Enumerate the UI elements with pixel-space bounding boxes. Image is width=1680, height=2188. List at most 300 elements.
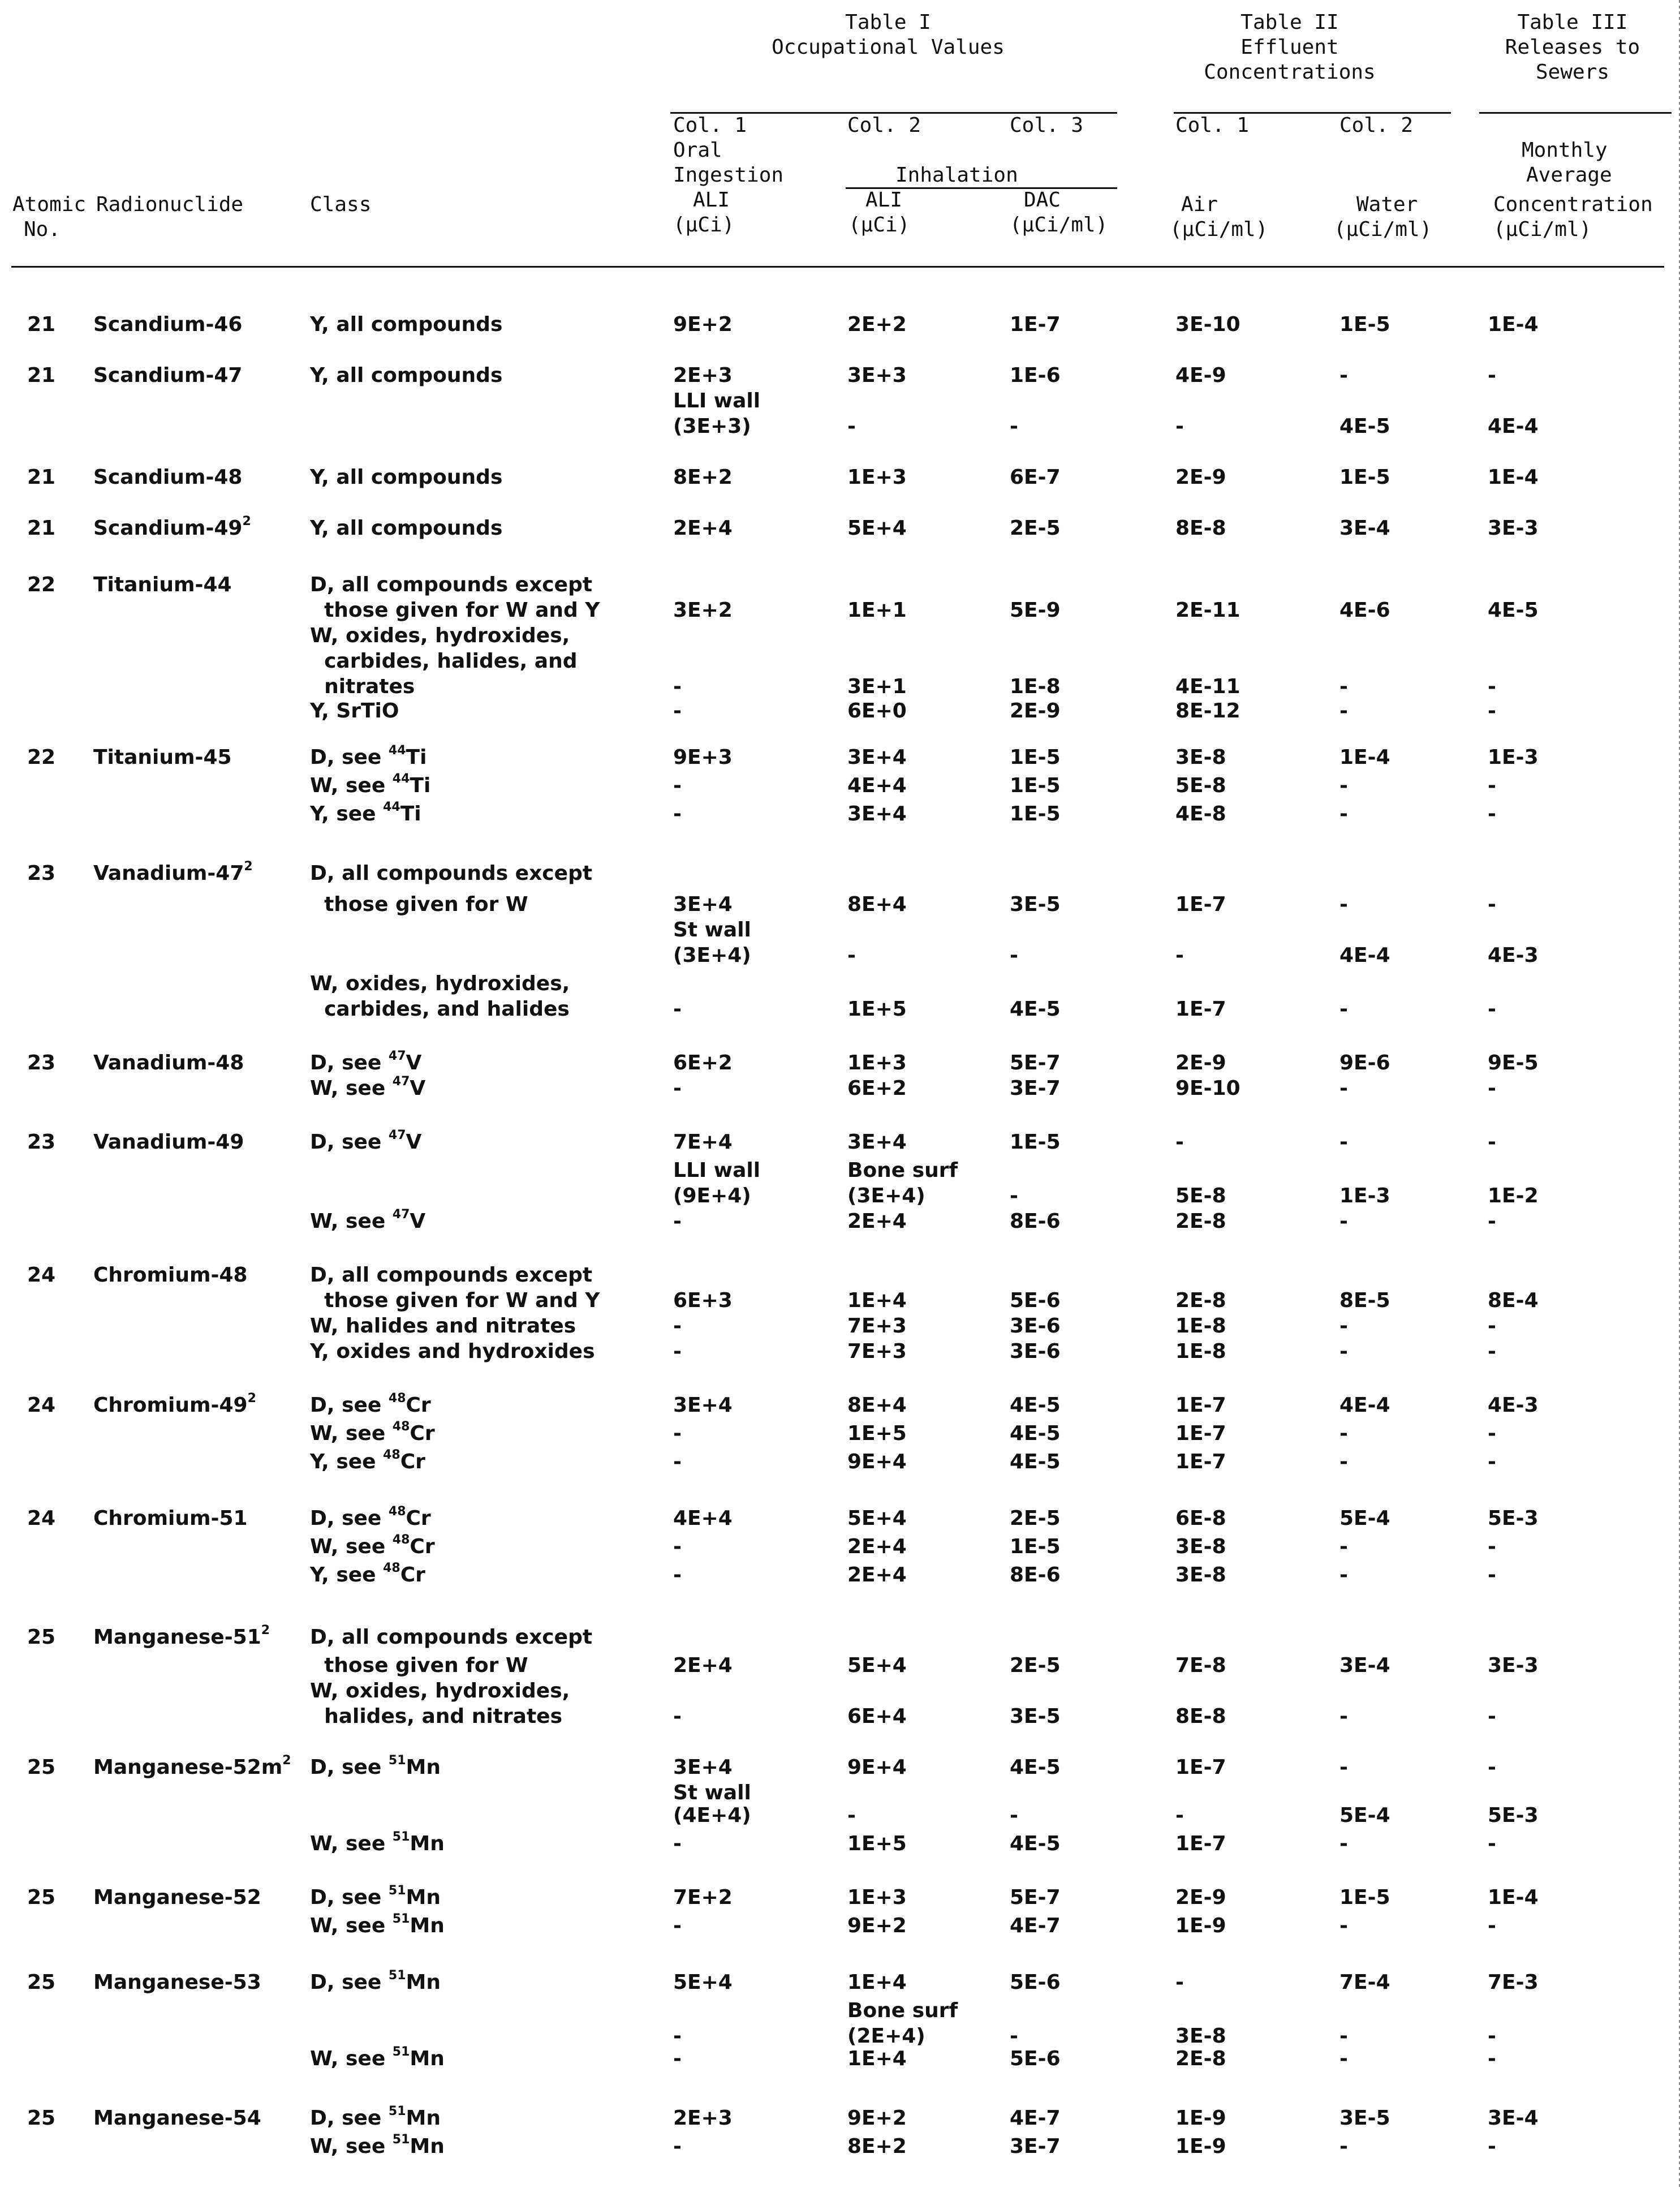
atomic-number: 23 <box>27 1051 56 1074</box>
dac-value: 1E-7 <box>1010 313 1061 336</box>
dac-value: 5E-9 <box>1010 599 1061 622</box>
element-symbol: V <box>410 1077 426 1100</box>
table2-col1-label: Col. 1 <box>1175 114 1250 137</box>
dac-value: 4E-5 <box>1010 1756 1061 1779</box>
element-symbol: V <box>410 1210 426 1233</box>
air-value: 7E-8 <box>1175 1654 1226 1677</box>
air-value: 1E-9 <box>1175 2135 1226 2158</box>
radionuclide-name: Scandium-47 <box>93 364 243 387</box>
oral-ali-value: - <box>673 1705 682 1728</box>
inhalation-ali-value: 5E+4 <box>847 1507 907 1530</box>
table3-subtitle-2: Sewers <box>1535 61 1610 84</box>
class-text: W, see $^{44}$Ti <box>310 772 431 797</box>
air-value: - <box>1175 415 1184 438</box>
air-value: - <box>1175 1130 1184 1154</box>
inhalation-ali-value: 2E+4 <box>847 1535 907 1558</box>
sewer-value: - <box>1488 364 1496 387</box>
inhalation-ali-value: 1E+3 <box>847 1051 907 1074</box>
oral-ali-value: 9E+3 <box>673 746 733 769</box>
radionuclide-label: Radionuclide <box>96 193 244 216</box>
element-symbol: Ti <box>410 774 431 797</box>
mass-number: 44 <box>383 800 400 814</box>
col2-label: Col. 2 <box>847 114 921 137</box>
dac-value: 3E-7 <box>1010 2135 1061 2158</box>
table2-title: Table II <box>1240 11 1339 34</box>
radionuclide-name: Manganese-$52m^2$ <box>93 1753 291 1779</box>
dac-value: 3E-5 <box>1010 1705 1061 1728</box>
oral-ali-value: 5E+4 <box>673 1971 733 1994</box>
table1-title: Table I <box>845 11 931 34</box>
class-text: W, see $^{48}$Cr <box>310 1420 435 1445</box>
atomic-number: 21 <box>27 364 56 387</box>
air-value: 3E-8 <box>1175 746 1226 769</box>
inhalation-ali-value: 1E+4 <box>847 1289 907 1312</box>
dac-value: 4E-5 <box>1010 1422 1061 1445</box>
sewer-value: - <box>1488 1210 1496 1233</box>
air-value: 4E-9 <box>1175 364 1226 387</box>
oral-label: Oral <box>673 139 722 162</box>
air-value: 3E-8 <box>1175 2024 1226 2048</box>
oral-ali-value: (9E+4) <box>673 1184 751 1207</box>
inhalation-ali-value: 4E+4 <box>847 774 907 797</box>
element-symbol: Mn <box>406 2107 441 2130</box>
mass-number: 51 <box>388 1884 406 1898</box>
oral-ali-value: - <box>673 1422 682 1445</box>
mass-number: 51 <box>388 1968 406 1983</box>
footnote-marker: 2 <box>244 859 253 874</box>
rule-table3 <box>1479 112 1672 114</box>
atomic-number: 25 <box>27 1886 56 1909</box>
inhalation-ali-value: 5E+4 <box>847 517 907 540</box>
oral-ali-value: St wall <box>673 1781 751 1804</box>
oral-ali-value: 4E+4 <box>673 1507 733 1530</box>
water-label: Water <box>1356 193 1418 216</box>
average-label: Average <box>1526 164 1612 187</box>
oral-ali-value: 2E+3 <box>673 2107 733 2130</box>
air-value: 1E-7 <box>1175 893 1226 916</box>
mass-number: 48 <box>388 1391 406 1405</box>
dac-value: - <box>1010 1184 1018 1207</box>
water-value: - <box>1339 699 1348 723</box>
air-value: 2E-9 <box>1175 1886 1226 1909</box>
water-value: 4E-6 <box>1339 599 1390 622</box>
water-value: - <box>1339 1705 1348 1728</box>
dac-value: 4E-5 <box>1010 1450 1061 1473</box>
radionuclide-name: Chromium-$49^2$ <box>93 1391 256 1417</box>
sewer-value: 5E-3 <box>1488 1804 1539 1827</box>
radionuclide-name: Manganese-53 <box>93 1971 261 1994</box>
water-value: 4E-4 <box>1339 944 1390 967</box>
dac-value: 1E-5 <box>1010 1130 1061 1154</box>
radionuclide-name: Scandium-48 <box>93 466 243 489</box>
inhalation-ali-value: - <box>847 1804 856 1827</box>
oral-ali-value: - <box>673 2024 682 2048</box>
element-symbol: Mn <box>410 1914 445 1937</box>
oral-ali-value: (3E+3) <box>673 415 751 438</box>
oral-ali-value: - <box>673 1077 682 1100</box>
inhalation-ali-value: 1E+5 <box>847 1832 907 1855</box>
col1-label: Col. 1 <box>673 114 747 137</box>
table1-subtitle: Occupational Values <box>772 36 1005 59</box>
class-text: Y, SrTiO <box>310 699 399 723</box>
class-text: D, see $^{47}$V <box>310 1049 422 1074</box>
class-text: D, all compounds except <box>310 1626 593 1649</box>
water-value: 3E-5 <box>1339 2107 1390 2130</box>
footnote-marker: 2 <box>261 1623 270 1637</box>
atomic-label: Atomic <box>12 193 87 216</box>
sewer-value: - <box>1488 1130 1496 1154</box>
dac-value: 4E-5 <box>1010 1832 1061 1855</box>
element-symbol: Cr <box>400 1450 425 1473</box>
air-value: 3E-10 <box>1175 313 1240 336</box>
oral-ali-value: 3E+4 <box>673 893 733 916</box>
element-symbol: Mn <box>410 2135 445 2158</box>
oral-ali-value: 3E+4 <box>673 1756 733 1779</box>
air-value: 8E-12 <box>1175 699 1240 723</box>
air-value: 9E-10 <box>1175 1077 1240 1100</box>
inhalation-ali-value: (3E+4) <box>847 1184 925 1207</box>
class-text: D, see $^{51}$Mn <box>310 1753 441 1779</box>
sewer-value: - <box>1488 1832 1496 1855</box>
atomic-number: 22 <box>27 746 56 769</box>
water-value: - <box>1339 2024 1348 2048</box>
element-symbol: Cr <box>410 1535 435 1558</box>
inhalation-ali-value: 1E+4 <box>847 2047 907 2070</box>
inhalation-ali-value: 8E+2 <box>847 2135 907 2158</box>
class-text: Y, all compounds <box>310 517 503 540</box>
sewer-value: - <box>1488 1314 1496 1338</box>
table3-subtitle-1: Releases to <box>1505 36 1640 59</box>
inhalation-ali-value: 3E+3 <box>847 364 907 387</box>
dac-value: 1E-5 <box>1010 774 1061 797</box>
class-text: nitrates <box>310 675 415 698</box>
dac-value: 1E-6 <box>1010 364 1061 387</box>
footnote-marker: 2 <box>247 1391 256 1405</box>
mass-number: 44 <box>388 743 406 758</box>
class-text: W, see $^{47}$V <box>310 1074 426 1100</box>
oral-unit: (µCi) <box>673 213 735 237</box>
mass-number: 47 <box>388 1049 406 1063</box>
mass-number: 51 <box>392 1830 410 1844</box>
class-text: W, see $^{51}$Mn <box>310 1830 445 1855</box>
col3-label: Col. 3 <box>1010 114 1084 137</box>
air-value: - <box>1175 944 1184 967</box>
sewer-value: 1E-4 <box>1488 1886 1539 1909</box>
air-value: 5E-8 <box>1175 774 1226 797</box>
sewer-value: - <box>1488 2024 1496 2048</box>
class-text: Y, see $^{48}$Cr <box>310 1448 425 1473</box>
water-value: 3E-4 <box>1339 1654 1390 1677</box>
element-symbol: Mn <box>406 1756 441 1779</box>
mass-number: 47 <box>392 1207 410 1222</box>
water-value: 4E-4 <box>1339 1394 1390 1417</box>
class-text: W, halides and nitrates <box>310 1314 576 1338</box>
inhalation-ali-value: 2E+2 <box>847 313 907 336</box>
inhalation-ali-value: (2E+4) <box>847 2024 925 2048</box>
dac-value: 5E-7 <box>1010 1886 1061 1909</box>
class-text: W, see $^{47}$V <box>310 1207 426 1233</box>
oral-ali-value: 3E+4 <box>673 1394 733 1417</box>
inhalation-ali-value: 3E+4 <box>847 1130 907 1154</box>
radionuclide-name: Chromium-48 <box>93 1263 248 1287</box>
sewer-value: 3E-4 <box>1488 2107 1539 2130</box>
air-value: 2E-9 <box>1175 1051 1226 1074</box>
atomic-number: 25 <box>27 1756 56 1779</box>
sewer-value: - <box>1488 2047 1496 2070</box>
class-text: W, see $^{51}$Mn <box>310 1912 445 1937</box>
class-text: carbides, halides, and <box>310 650 578 673</box>
radionuclide-name: Titanium-45 <box>93 746 232 769</box>
sewer-value: - <box>1488 998 1496 1021</box>
oral-ali-value: 9E+2 <box>673 313 733 336</box>
sewer-value: 4E-3 <box>1488 1394 1539 1417</box>
water-value: - <box>1339 1756 1348 1779</box>
air-value: 2E-8 <box>1175 1289 1226 1312</box>
oral-ali-value: 2E+3 <box>673 364 733 387</box>
mass-number: 48 <box>392 1533 410 1547</box>
water-unit: (µCi/ml) <box>1334 218 1432 241</box>
air-value: 1E-8 <box>1175 1340 1226 1363</box>
sewer-value: 9E-5 <box>1488 1051 1539 1074</box>
inhalation-ali-value: 1E+1 <box>847 599 907 622</box>
dac-value: 1E-5 <box>1010 746 1061 769</box>
water-value: - <box>1339 1450 1348 1473</box>
inhalation-ali-value: 8E+4 <box>847 1394 907 1417</box>
water-value: 4E-5 <box>1339 415 1390 438</box>
oral-ali-value: 8E+2 <box>673 466 733 489</box>
radionuclide-name: Vanadium-49 <box>93 1130 244 1154</box>
atomic-number: 24 <box>27 1507 56 1530</box>
table3-title: Table III <box>1517 11 1628 34</box>
oral-ali-value: - <box>673 998 682 1021</box>
air-label: Air <box>1181 193 1218 216</box>
air-value: 2E-11 <box>1175 599 1240 622</box>
oral-ali-value: - <box>673 699 682 723</box>
sewer-value: - <box>1488 1535 1496 1558</box>
sewer-value: - <box>1488 1422 1496 1445</box>
class-text: those given for W and Y <box>310 1289 600 1312</box>
element-symbol: Cr <box>410 1422 435 1445</box>
atomic-number: 21 <box>27 466 56 489</box>
sewer-unit: (µCi/ml) <box>1493 218 1592 241</box>
air-value: 1E-7 <box>1175 1756 1226 1779</box>
radionuclide-name: Scandium-46 <box>93 313 243 336</box>
air-value: - <box>1175 1804 1184 1827</box>
sewer-value: - <box>1488 1914 1496 1937</box>
water-value: 7E-4 <box>1339 1971 1390 1994</box>
sewer-value: - <box>1488 1705 1496 1728</box>
class-text: D, see $^{48}$Cr <box>310 1504 431 1530</box>
air-value: 8E-8 <box>1175 517 1226 540</box>
dac-value: 2E-5 <box>1010 1507 1061 1530</box>
water-value: 1E-5 <box>1339 313 1390 336</box>
mass-number: 47 <box>392 1074 410 1089</box>
oral-ali-value: St wall <box>673 918 751 942</box>
air-value: 2E-8 <box>1175 2047 1226 2070</box>
water-value: - <box>1339 1535 1348 1558</box>
water-value: - <box>1339 893 1348 916</box>
table2-col2-label: Col. 2 <box>1339 114 1414 137</box>
oral-ali-value: - <box>673 1314 682 1338</box>
dac-unit: (µCi/ml) <box>1010 213 1108 237</box>
sewer-value: 7E-3 <box>1488 1971 1539 1994</box>
atomic-number: 24 <box>27 1263 56 1287</box>
dac-value: 4E-7 <box>1010 1914 1061 1937</box>
atomic-number: 23 <box>27 862 56 885</box>
air-value: 3E-8 <box>1175 1535 1226 1558</box>
sewer-value: 4E-4 <box>1488 415 1539 438</box>
sewer-value: 3E-3 <box>1488 517 1539 540</box>
oral-ali-value: 6E+2 <box>673 1051 733 1074</box>
element-symbol: Cr <box>406 1507 431 1530</box>
inhalation-ali-value: 3E+4 <box>847 802 907 826</box>
mass-number: 48 <box>392 1420 410 1434</box>
oral-ali-value: LLI wall <box>673 389 761 412</box>
ingestion-label: Ingestion <box>673 164 784 187</box>
footnote-marker: 2 <box>242 514 251 528</box>
class-text: Y, see $^{44}$Ti <box>310 800 421 826</box>
dac-value: 8E-6 <box>1010 1563 1061 1587</box>
sewer-value: - <box>1488 2135 1496 2158</box>
radionuclide-name: Manganese-52 <box>93 1886 261 1909</box>
dac-value: 6E-7 <box>1010 466 1061 489</box>
concentration-label: Concentration <box>1493 193 1653 216</box>
sewer-value: 1E-2 <box>1488 1184 1539 1207</box>
element-symbol: Ti <box>400 802 421 826</box>
inhalation-ali-value: 7E+3 <box>847 1340 907 1363</box>
oral-ali-label: ALI <box>693 188 730 212</box>
atomic-number: 25 <box>27 1971 56 1994</box>
class-text: W, see $^{51}$Mn <box>310 2133 445 2158</box>
oral-ali-value: 3E+2 <box>673 599 733 622</box>
sewer-value: - <box>1488 1077 1496 1100</box>
element-symbol: Mn <box>410 2047 445 2070</box>
radionuclide-name: Chromium-51 <box>93 1507 248 1530</box>
mass-number: 51 <box>392 1912 410 1926</box>
water-value: - <box>1339 2047 1348 2070</box>
class-text: those given for W <box>310 1654 528 1677</box>
water-value: 1E-3 <box>1339 1184 1390 1207</box>
water-value: - <box>1339 774 1348 797</box>
water-value: 5E-4 <box>1339 1507 1390 1530</box>
air-value: 2E-8 <box>1175 1210 1226 1233</box>
oral-ali-value: - <box>673 1340 682 1363</box>
air-value: 1E-7 <box>1175 1394 1226 1417</box>
oral-ali-value: 6E+3 <box>673 1289 733 1312</box>
dac-value: 5E-6 <box>1010 1289 1061 1312</box>
dac-value: 2E-5 <box>1010 517 1061 540</box>
dac-value: 4E-5 <box>1010 1394 1061 1417</box>
class-text: D, see $^{51}$Mn <box>310 2104 441 2130</box>
inhalation-ali-value: 9E+2 <box>847 1914 907 1937</box>
air-value: 2E-9 <box>1175 466 1226 489</box>
dac-value: - <box>1010 415 1018 438</box>
class-text: W, oxides, hydroxides, <box>310 1679 570 1703</box>
radionuclide-name: Vanadium-48 <box>93 1051 244 1074</box>
dac-value: 1E-5 <box>1010 1535 1061 1558</box>
atomic-number: 21 <box>27 313 56 336</box>
atomic-number: 23 <box>27 1130 56 1154</box>
water-value: - <box>1339 1314 1348 1338</box>
header-bottom-rule <box>11 266 1664 268</box>
dac-value: 1E-5 <box>1010 802 1061 826</box>
oral-ali-value: - <box>673 1832 682 1855</box>
class-text: Y, all compounds <box>310 466 503 489</box>
element-symbol: Cr <box>400 1563 425 1587</box>
inhalation-ali-value: 6E+0 <box>847 699 907 723</box>
dac-value: 3E-6 <box>1010 1340 1061 1363</box>
inhalation-ali-value: 9E+2 <box>847 2107 907 2130</box>
sewer-value: - <box>1488 1340 1496 1363</box>
sewer-value: 1E-4 <box>1488 466 1539 489</box>
air-value: 1E-8 <box>1175 1314 1226 1338</box>
inhalation-ali-value: Bone surf <box>847 1999 958 2022</box>
mass-number: 48 <box>383 1448 400 1462</box>
mass-number: 51 <box>392 2133 410 2147</box>
table2-subtitle-1: Effluent <box>1240 36 1339 59</box>
mass-number: 48 <box>383 1561 400 1575</box>
oral-ali-value: (3E+4) <box>673 944 751 967</box>
dac-value: 3E-5 <box>1010 893 1061 916</box>
mass-number: 51 <box>392 2045 410 2059</box>
water-value: 3E-4 <box>1339 517 1390 540</box>
air-value: 1E-9 <box>1175 2107 1226 2130</box>
sewer-value: - <box>1488 893 1496 916</box>
inhalation-ali-value: 2E+4 <box>847 1210 907 1233</box>
element-symbol: Mn <box>406 1886 441 1909</box>
element-symbol: Cr <box>406 1394 431 1417</box>
mass-number: 51 <box>388 1753 406 1768</box>
oral-ali-value: - <box>673 1450 682 1473</box>
sewer-value: 4E-3 <box>1488 944 1539 967</box>
air-value: 5E-8 <box>1175 1184 1226 1207</box>
class-text: halides, and nitrates <box>310 1705 562 1728</box>
oral-ali-value: 7E+2 <box>673 1886 733 1909</box>
class-text: Y, all compounds <box>310 364 503 387</box>
element-symbol: V <box>406 1051 422 1074</box>
inhalation-ali-value: 1E+5 <box>847 1422 907 1445</box>
dac-value: 5E-6 <box>1010 2047 1061 2070</box>
class-text: Y, see $^{48}$Cr <box>310 1561 425 1587</box>
inhalation-ali-value: 1E+4 <box>847 1971 907 1994</box>
dac-value: 4E-7 <box>1010 2107 1061 2130</box>
dac-value: - <box>1010 2024 1018 2048</box>
air-value: 4E-11 <box>1175 675 1240 698</box>
inhalation-ali-value: 8E+4 <box>847 893 907 916</box>
mass-number: 44 <box>392 772 410 786</box>
dac-value: 5E-7 <box>1010 1051 1061 1074</box>
water-value: - <box>1339 2135 1348 2158</box>
air-value: 8E-8 <box>1175 1705 1226 1728</box>
dac-value: 4E-5 <box>1010 998 1061 1021</box>
oral-ali-value: - <box>673 1535 682 1558</box>
air-value: 1E-9 <box>1175 1914 1226 1937</box>
dac-value: - <box>1010 1804 1018 1827</box>
sewer-value: - <box>1488 1450 1496 1473</box>
class-text: W, see $^{48}$Cr <box>310 1533 435 1558</box>
dac-label: DAC <box>1024 188 1061 212</box>
water-value: - <box>1339 1130 1348 1154</box>
sewer-value: - <box>1488 699 1496 723</box>
sewer-value: 3E-3 <box>1488 1654 1539 1677</box>
inhalation-ali-value: - <box>847 944 856 967</box>
air-value: 3E-8 <box>1175 1563 1226 1587</box>
air-value: - <box>1175 1971 1184 1994</box>
water-value: - <box>1339 1422 1348 1445</box>
sewer-value: - <box>1488 1563 1496 1587</box>
element-symbol: Mn <box>410 1832 445 1855</box>
oral-ali-value: - <box>673 1210 682 1233</box>
